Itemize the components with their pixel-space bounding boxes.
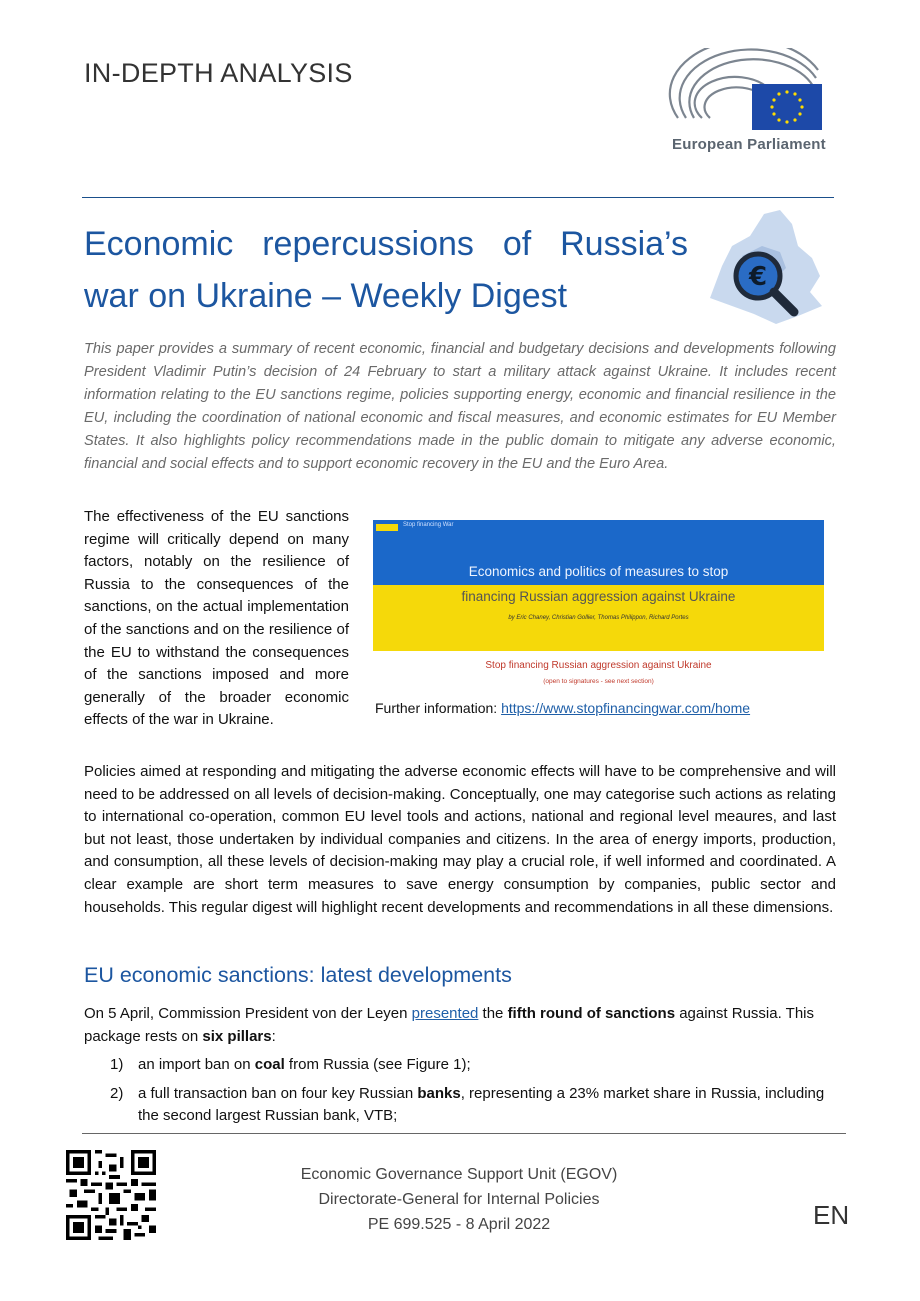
page-title: Economic repercussions of Russia’s war on Ukraine – Weekly Digest [84, 225, 688, 315]
banner-title-line1: Economics and politics of measures to stop [468, 564, 729, 579]
list-item-number: 1) [110, 1056, 124, 1073]
abstract: This paper provides a summary of recent economic, financial and budgetary decisions and developments following President Vladimir Putin’s decision of 24 February to start a military attack against Ukraine. It includes recent information relating to the EU sanctions regime, policies supporting energy, economic and financial resilience in the EU, including the coordination of national economic and fiscal measures, and economic estimates for EU Member States. It also highlights policy recommendations made in the public domain to mitigate any adverse economic, financial and social effects and to support economic recovery in the EU and the Euro Area. [84, 341, 836, 472]
sanctions-paragraph [84, 1003, 836, 1048]
qr-code-icon [66, 1150, 156, 1240]
presented-link[interactable]: presented [411, 1005, 479, 1022]
list-item-number: 2) [110, 1084, 124, 1102]
banner-title-line2: financing Russian aggression against Ukraine [461, 589, 736, 604]
stopfinancingwar-link[interactable]: https://www.stopfinancingwar.com/home [501, 700, 751, 716]
sanctions-text-4: : [271, 1027, 276, 1045]
language-code: EN [813, 1200, 850, 1230]
header-divider [82, 197, 834, 198]
sanctions-text-2: the [478, 1005, 508, 1022]
footer-info [230, 1162, 688, 1237]
policies-paragraph: Policies aimed at responding and mitigating the adverse economic effects will have to be comprehensive and will need to be addressed on all levels of decision-making. Conceptually, one may categorise such actions as relating to international co-operation, common EU level tools and actions, national and regional level meaures, and last but not least, those undertaken by individual companies and citizens. In the area of energy imports, production, and consumption, all these levels of decision-making may play a crucial role, if well informed and coordinated. A clear example are short term measures to save energy consumption by companies, public sector and households. This regular digest will highlight recent developments and recommendations in all these dimensions. [84, 763, 836, 916]
document-type-label: IN-DEPTH ANALYSIS [84, 58, 353, 88]
banner-authors: by Eric Chaney, Christian Gollier, Thomas Philippon, Richard Portes [508, 615, 689, 621]
footer-reference: PE 699.525 - 8 April 2022 [367, 1216, 551, 1233]
banner-caption-title: Stop financing Russian aggression against Ukraine [485, 660, 712, 671]
sanctions-text-1: On 5 April, Commission President von der Leyen [84, 1005, 412, 1022]
further-information [375, 700, 750, 716]
european-parliament-wordmark: European Parliament [672, 136, 826, 153]
footer-directorate: Directorate-General for Internal Policies [318, 1191, 600, 1208]
footer-divider [82, 1133, 846, 1134]
list-item-bold: coal [254, 1056, 285, 1073]
banner-flag-icon [376, 524, 398, 531]
list-item-bold: banks [417, 1084, 461, 1102]
eu-map-euro-magnifier-icon [702, 206, 834, 330]
list-item [110, 1083, 836, 1128]
sanctions-bold-2: six pillars [202, 1027, 272, 1045]
svg-text:€: € [748, 262, 768, 292]
further-information-label: Further information: [375, 700, 498, 716]
sanctions-pillars-list [110, 1054, 836, 1134]
sanctions-bold-1: fifth round of sanctions [507, 1005, 676, 1022]
list-item-text: an import ban on [138, 1056, 255, 1073]
sanctions-text-3: against Russia. This package rests on [84, 1005, 815, 1045]
banner-tag-label: Stop financing War [403, 522, 454, 528]
list-item-text: , representing a 23% market share in Russia, including the second largest Russian bank, VTB; [138, 1084, 825, 1125]
footer-unit: Economic Governance Support Unit (EGOV) [300, 1166, 618, 1183]
list-item [110, 1054, 836, 1077]
intro-paragraph: The effectiveness of the EU sanctions regime will critically depend on many factors, notably on the resilience of Russia to the consequences of the sanctions, on the actual implementation of the sanctions and on the resilience of the EU to withstand the consequences of the sanctions imposed and more generally of the broader economic effects of the war in Ukraine. [84, 508, 349, 729]
section-heading: EU economic sanctions: latest developments [84, 963, 512, 987]
stop-financing-war-banner [373, 520, 824, 651]
list-item-text: a full transaction ban on four key Russian [138, 1084, 418, 1102]
banner-caption-subtitle: (open to signatures - see next section) [543, 678, 654, 685]
list-item-text: from Russia (see Figure 1); [284, 1056, 471, 1073]
